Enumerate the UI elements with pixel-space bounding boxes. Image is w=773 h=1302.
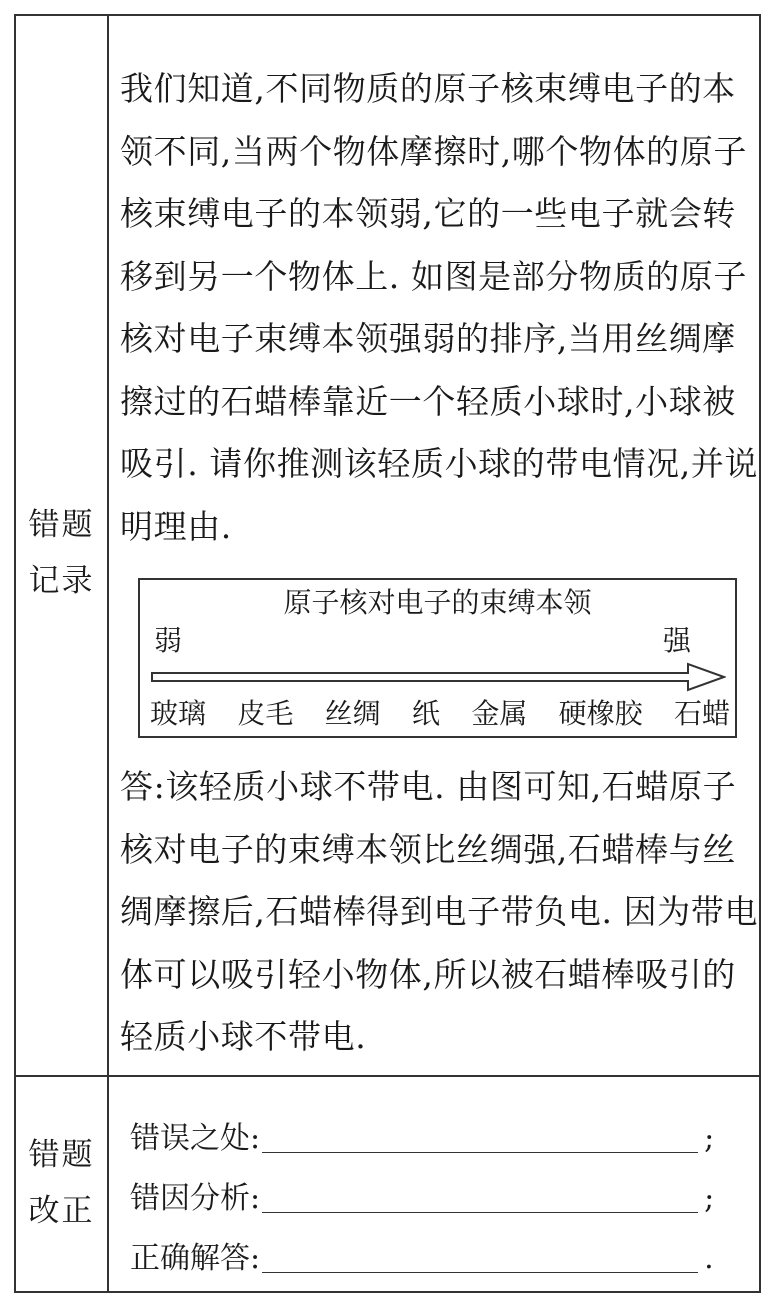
error-location-blank[interactable]	[262, 1118, 698, 1153]
record-label-line2: 记录	[28, 563, 95, 599]
binding-strength-diagram	[138, 578, 737, 738]
error-cause-end: ;	[704, 1181, 715, 1216]
diagram-strong-label: 强	[662, 624, 691, 657]
error-cause-blank[interactable]	[262, 1178, 698, 1213]
error-cause-label: 错因分析:	[130, 1181, 261, 1216]
correction-label-line2: 改正	[28, 1193, 95, 1229]
material-item: 石蜡	[673, 697, 730, 730]
error-record-sheet	[14, 14, 761, 1293]
correction-fields	[130, 1099, 760, 1279]
correct-answer-field	[130, 1219, 760, 1279]
correct-answer-label: 正确解答:	[130, 1241, 261, 1276]
material-item: 纸	[411, 697, 440, 730]
correction-label	[16, 1127, 107, 1239]
record-label-line1: 错题	[28, 507, 95, 543]
question-text: 我们知道,不同物质的原子核束缚电子的本领不同,当两个物体摩擦时,哪个物体的原子核束缚电子的本领弱,它的一些电子就会转移到另一个物体上. 如图是部分物质的原子核对电子束缚本领强弱的排序,当用丝绸摩擦过的石蜡棒靠近一个轻质小球时,小球被吸引. 请你推测该轻质小球的带电情况,并说明理由.	[120, 69, 759, 546]
material-item: 金属	[471, 697, 528, 730]
right-arrow-icon	[150, 662, 726, 692]
material-item: 皮毛	[237, 697, 294, 730]
diagram-weak-label: 弱	[154, 624, 183, 657]
error-cause-field	[130, 1159, 760, 1219]
error-location-field	[130, 1099, 760, 1159]
error-location-end: ;	[704, 1121, 715, 1156]
material-item: 丝绸	[324, 697, 381, 730]
material-item: 玻璃	[150, 697, 207, 730]
diagram-title: 原子核对电子的束缚本领	[283, 586, 592, 619]
record-label	[16, 497, 107, 609]
answer-text: 答:该轻质小球不带电. 由图可知,石蜡原子核对电子的束缚本领比丝绸强,石蜡棒与丝绸摩擦后,石蜡棒得到电子带负电. 因为带电体可以吸引轻小物体,所以被石蜡棒吸引的轻质小球不带电.	[120, 767, 759, 1056]
correct-answer-end: .	[704, 1241, 714, 1276]
record-row	[16, 16, 759, 1077]
error-location-label: 错误之处:	[130, 1121, 261, 1156]
correct-answer-blank[interactable]	[262, 1238, 698, 1273]
material-list	[150, 696, 730, 732]
record-content	[120, 58, 760, 1069]
correction-row	[16, 1077, 759, 1291]
material-item: 硬橡胶	[558, 697, 643, 730]
correction-label-line1: 错题	[28, 1137, 95, 1173]
